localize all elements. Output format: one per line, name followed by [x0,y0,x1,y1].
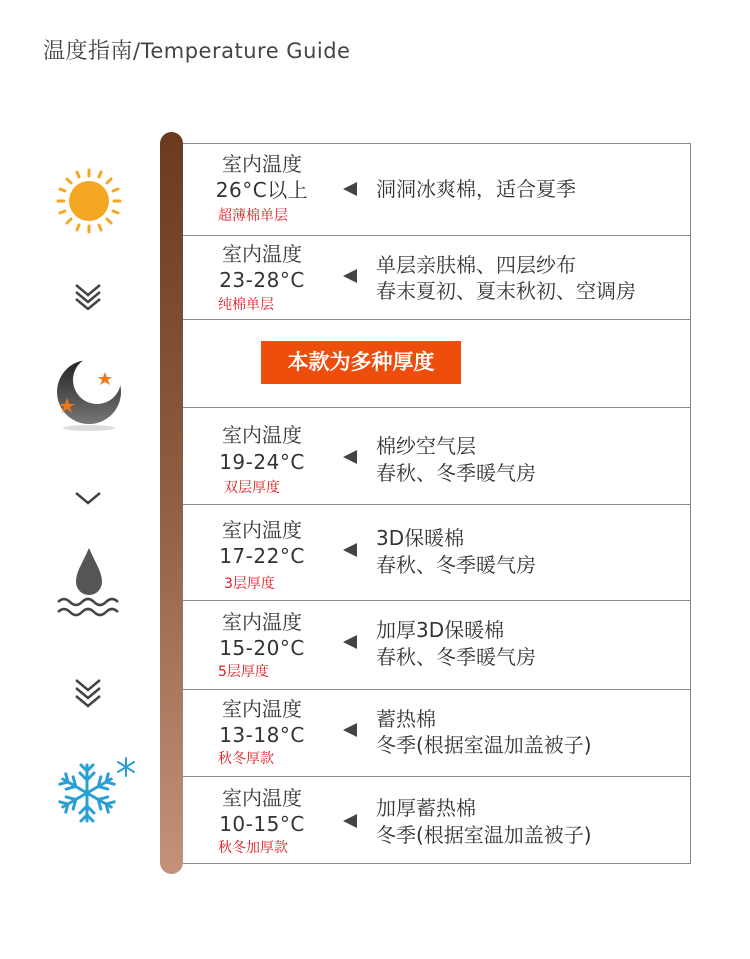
row-tag: 超薄棉单层 [218,208,288,224]
row-tag: 双层厚度 [224,480,280,496]
chevron-down-icon [73,677,103,711]
row-tag: 5层厚度 [218,664,269,680]
table-row [183,235,691,320]
table-row [183,407,691,505]
row-desc-2: 春秋、冬季暖气房 [376,461,536,485]
row-label: 室内温度 [222,610,302,634]
arrow-left-icon [343,814,357,828]
row-desc-1: 加厚蓄热棉 [376,796,476,820]
row-tag: 秋冬厚款 [218,751,274,767]
row-temp: 26°C以上 [215,178,309,202]
row-temp: 15-20°C [219,636,305,660]
row-desc-2: 春秋、冬季暖气房 [376,553,536,577]
row-desc-1: 蓄热棉 [376,707,436,731]
row-desc-1: 棉纱空气层 [376,434,476,458]
row-tag: 秋冬加厚款 [218,840,288,856]
arrow-left-icon [343,635,357,649]
table-row [183,600,691,690]
row-temp: 17-22°C [219,544,305,568]
chevron-down-icon [73,282,103,310]
thickness-banner: 本款为多种厚度 [261,341,461,384]
row-temp: 19-24°C [219,450,305,474]
arrow-left-icon [343,723,357,737]
row-desc-2: 春末夏初、夏末秋初、空调房 [376,279,636,303]
arrow-left-icon [343,543,357,557]
sun-icon [56,168,122,234]
row-tag: 3层厚度 [224,576,275,592]
row-desc-1: 加厚3D保暖棉 [376,618,505,642]
table-row [183,143,691,236]
page-title [43,34,350,65]
row-desc-2: 冬季(根据室温加盖被子) [376,733,592,757]
gradient-timeline-bar [160,132,183,874]
table-row [183,504,691,601]
row-temp: 13-18°C [219,723,305,747]
row-desc-1: 3D保暖棉 [376,526,465,550]
title-en: /Temperature Guide [133,39,351,63]
row-label: 室内温度 [222,697,302,721]
row-desc-2: 春秋、冬季暖气房 [376,645,536,669]
water-drop-icon [56,546,122,622]
arrow-left-icon [343,269,357,283]
snowflake-icon [54,755,138,827]
row-desc-1: 洞洞冰爽棉，适合夏季 [376,177,576,201]
row-label: 室内温度 [222,242,302,266]
row-label: 室内温度 [222,423,302,447]
row-tag: 纯棉单层 [218,297,274,313]
row-label: 室内温度 [222,152,302,176]
row-label: 室内温度 [222,786,302,810]
title-cn: 温度指南 [43,39,134,64]
arrow-left-icon [343,450,357,464]
row-label: 室内温度 [222,518,302,542]
table-row [183,776,691,864]
row-temp: 23-28°C [219,268,305,292]
arrow-left-icon [343,182,357,196]
row-desc-2: 冬季(根据室温加盖被子) [376,823,592,847]
row-temp: 10-15°C [219,812,305,836]
chevron-down-icon [73,490,103,506]
row-desc-1: 单层亲肤棉、四层纱布 [376,253,576,277]
table-row [183,689,691,777]
moon-stars-icon [53,352,125,432]
